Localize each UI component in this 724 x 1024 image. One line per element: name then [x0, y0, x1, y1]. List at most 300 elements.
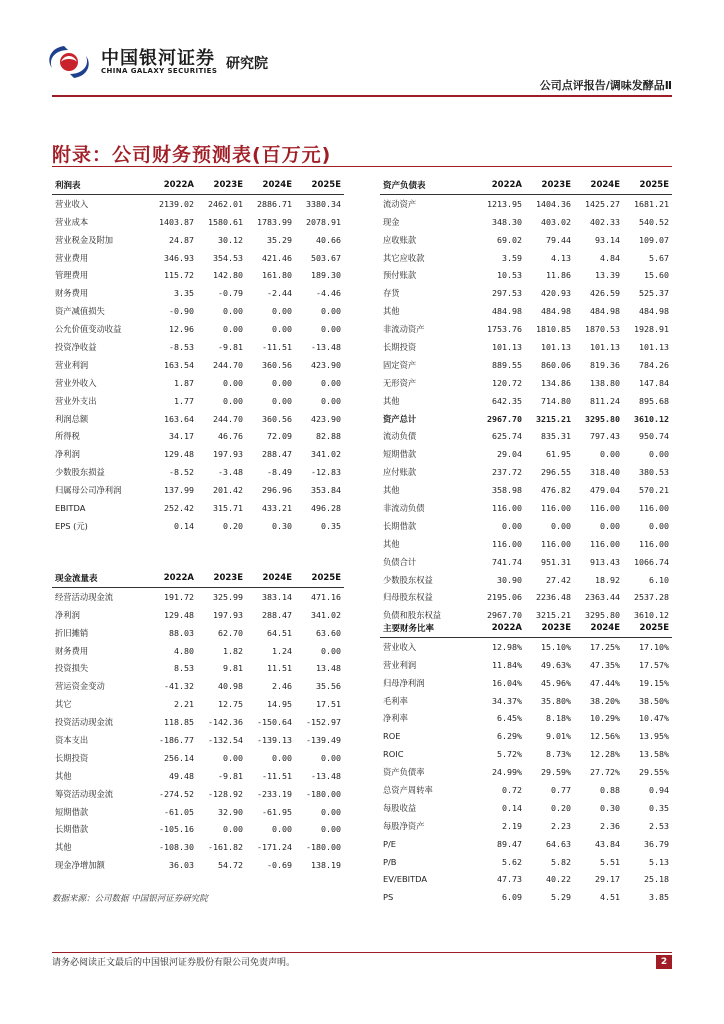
- cell-value: 423.90: [311, 359, 341, 370]
- cell-value: 0.14: [502, 802, 522, 813]
- row-label: 每股收益: [383, 802, 417, 813]
- cell-value: 89.47: [497, 838, 522, 849]
- table-row: [380, 284, 672, 302]
- cell-value: 3.59: [502, 252, 522, 263]
- page-number: 2: [656, 955, 672, 969]
- data-source-note: 数据来源：公司数据 中国银河证券研究院: [52, 894, 208, 904]
- cell-value: 12.96: [169, 324, 194, 335]
- table-row: [52, 606, 344, 624]
- table-row: [380, 249, 672, 267]
- cell-value: -8.53: [169, 341, 194, 352]
- table-row: [380, 213, 672, 231]
- table-row: [52, 410, 344, 428]
- cell-value: 288.47: [262, 609, 292, 620]
- table-row: [52, 392, 344, 410]
- cell-value: 0.94: [649, 784, 669, 795]
- table-title: 现金流量表: [52, 569, 148, 587]
- cell-value: 46.76: [218, 431, 243, 442]
- table-row: [380, 888, 672, 906]
- cell-value: 315.71: [213, 502, 243, 513]
- row-label: 无形资产: [383, 377, 417, 388]
- row-label: 归母股东权益: [383, 592, 433, 603]
- cell-value: 741.74: [492, 556, 522, 567]
- cell-value: 10.47%: [639, 713, 669, 724]
- cell-value: 1.82: [223, 645, 243, 656]
- cell-value: 5.82: [551, 856, 571, 867]
- row-label: 其他: [55, 842, 72, 853]
- table-header-row: [52, 569, 344, 587]
- table-row: [52, 445, 344, 463]
- cell-value: -9.81: [218, 770, 243, 781]
- cell-value: 476.82: [541, 485, 571, 496]
- cell-value: 11.51: [267, 663, 292, 674]
- cell-value: 197.93: [213, 449, 243, 460]
- cell-value: 116.00: [639, 538, 669, 549]
- table-row: [380, 481, 672, 499]
- cell-value: 353.84: [311, 485, 341, 496]
- cell-value: 36.03: [169, 860, 194, 871]
- cell-value: 101.13: [492, 341, 522, 352]
- cell-value: 1783.99: [257, 216, 292, 227]
- cell-value: 47.44%: [590, 677, 620, 688]
- cell-value: 0.00: [321, 645, 341, 656]
- cell-value: 101.13: [590, 341, 620, 352]
- table-row: [52, 624, 344, 642]
- cell-value: 1.24: [272, 645, 292, 656]
- table-row: [52, 767, 344, 785]
- cell-value: 4.80: [174, 645, 194, 656]
- cell-value: 19.15%: [639, 677, 669, 688]
- table-row: [380, 320, 672, 338]
- cell-value: 3380.34: [306, 198, 341, 209]
- income-statement-table: [52, 176, 344, 535]
- table-row: [52, 284, 344, 302]
- cell-value: -11.51: [262, 341, 292, 352]
- cell-value: 4.51: [600, 892, 620, 903]
- cell-value: 0.00: [649, 520, 669, 531]
- cell-value: -8.52: [169, 467, 194, 478]
- cell-value: 0.35: [321, 520, 341, 531]
- cell-value: 819.36: [590, 359, 620, 370]
- table-row: [52, 587, 344, 605]
- table-title: 资产负债表: [380, 176, 476, 194]
- cell-value: 244.70: [213, 359, 243, 370]
- row-label: 经营活动现金流: [55, 591, 114, 602]
- cell-value: 6.29%: [497, 731, 522, 742]
- cell-value: 525.37: [639, 288, 669, 299]
- table-header-row: [380, 619, 672, 637]
- row-label: 投资活动现金流: [55, 717, 114, 728]
- cell-value: 0.00: [272, 824, 292, 835]
- cell-value: 129.48: [164, 609, 194, 620]
- cell-value: 116.00: [541, 502, 571, 513]
- cell-value: 341.02: [311, 449, 341, 460]
- row-label: 应收账款: [383, 234, 417, 245]
- cell-value: 951.31: [541, 556, 571, 567]
- table-row: [380, 338, 672, 356]
- cell-value: 5.29: [551, 892, 571, 903]
- cell-value: 12.56%: [590, 731, 620, 742]
- column-header: 2023E: [525, 619, 574, 637]
- cell-value: 40.22: [546, 874, 571, 885]
- row-label: 净利率: [383, 713, 408, 724]
- cell-value: 2078.91: [306, 216, 341, 227]
- cell-value: 9.81: [223, 663, 243, 674]
- cell-value: 8.53: [174, 663, 194, 674]
- row-label: 预付账款: [383, 270, 417, 281]
- cell-value: 35.29: [267, 234, 292, 245]
- row-label: 管理费用: [55, 270, 89, 281]
- report-header: [0, 0, 724, 100]
- cell-value: 36.79: [644, 838, 669, 849]
- cell-value: -0.79: [218, 288, 243, 299]
- key-ratios-table: [380, 619, 672, 906]
- column-header: 2023E: [197, 569, 246, 587]
- row-label: 总资产周转率: [383, 784, 433, 795]
- cell-value: 13.39: [595, 270, 620, 281]
- cell-value: 3.35: [174, 288, 194, 299]
- cell-value: 189.30: [311, 270, 341, 281]
- cell-value: -8.49: [267, 467, 292, 478]
- table-row: [52, 427, 344, 445]
- row-label: P/E: [383, 838, 397, 849]
- cell-value: 25.18: [644, 874, 669, 885]
- row-label: 营业税金及附加: [55, 234, 114, 245]
- cell-value: 479.04: [590, 485, 620, 496]
- cell-value: 0.72: [502, 784, 522, 795]
- row-label: 流动负债: [383, 431, 417, 442]
- table-row: [52, 803, 344, 821]
- cell-value: -11.51: [262, 770, 292, 781]
- cell-value: 0.20: [223, 520, 243, 531]
- table-row: [52, 695, 344, 713]
- cell-value: 93.14: [595, 234, 620, 245]
- table-row: [52, 320, 344, 338]
- cell-value: 403.02: [541, 216, 571, 227]
- table-row: [52, 856, 344, 874]
- table-row: [380, 302, 672, 320]
- row-label: 筹资活动现金流: [55, 788, 114, 799]
- cell-value: 29.17: [595, 874, 620, 885]
- cell-value: 318.40: [590, 467, 620, 478]
- cell-value: 2.53: [649, 820, 669, 831]
- cell-value: 484.98: [492, 306, 522, 317]
- cell-value: 1810.85: [536, 324, 571, 335]
- table-row: [52, 356, 344, 374]
- cell-value: -142.36: [208, 717, 243, 728]
- cell-value: 252.42: [164, 502, 194, 513]
- cell-value: -233.19: [257, 788, 292, 799]
- row-label: 非流动资产: [383, 324, 425, 335]
- table-row: [52, 213, 344, 231]
- cell-value: 420.93: [541, 288, 571, 299]
- cell-value: 24.87: [169, 234, 194, 245]
- cell-value: 14.95: [267, 699, 292, 710]
- row-label: 长期投资: [383, 341, 417, 352]
- cell-value: 40.66: [316, 234, 341, 245]
- table-row: [380, 799, 672, 817]
- cell-value: 38.20%: [590, 695, 620, 706]
- row-label: 其他: [55, 770, 72, 781]
- cell-value: 0.00: [272, 306, 292, 317]
- table-row: [52, 463, 344, 481]
- cell-value: 34.37%: [492, 695, 522, 706]
- row-label: 毛利率: [383, 695, 408, 706]
- cell-value: 1928.91: [634, 324, 669, 335]
- table-row: [380, 571, 672, 589]
- cell-value: -41.32: [164, 681, 194, 692]
- brand-name-en: CHINA GALAXY SECURITIES: [101, 67, 218, 75]
- cell-value: 109.07: [639, 234, 669, 245]
- cell-value: 10.29%: [590, 713, 620, 724]
- cell-value: 17.57%: [639, 659, 669, 670]
- cell-value: 0.14: [174, 520, 194, 531]
- row-label: 资产减值损失: [55, 306, 105, 317]
- cell-value: 138.80: [590, 377, 620, 388]
- table-row: [380, 356, 672, 374]
- cell-value: 116.00: [590, 538, 620, 549]
- cell-value: -108.30: [159, 842, 194, 853]
- table-row: [380, 463, 672, 481]
- cell-value: 2.46: [272, 681, 292, 692]
- cell-value: 895.68: [639, 395, 669, 406]
- cell-value: 380.53: [639, 467, 669, 478]
- cell-value: 540.52: [639, 216, 669, 227]
- cell-value: 47.35%: [590, 659, 620, 670]
- row-label: 营业成本: [55, 216, 89, 227]
- cell-value: 0.00: [321, 395, 341, 406]
- cell-value: 484.98: [590, 306, 620, 317]
- cell-value: 797.43: [590, 431, 620, 442]
- row-label: 短期借款: [55, 806, 89, 817]
- cell-value: 101.13: [639, 341, 669, 352]
- table-row: [380, 674, 672, 692]
- cell-value: 0.00: [272, 377, 292, 388]
- cell-value: 0.00: [223, 752, 243, 763]
- cell-value: 2967.70: [487, 413, 522, 424]
- table-row: [380, 535, 672, 553]
- cell-value: 35.56: [316, 681, 341, 692]
- row-label: 长期借款: [55, 824, 89, 835]
- cell-value: 16.04%: [492, 677, 522, 688]
- table-header-row: [52, 176, 344, 194]
- cell-value: 348.30: [492, 216, 522, 227]
- row-label: 营业利润: [55, 359, 89, 370]
- cell-value: 18.92: [595, 574, 620, 585]
- cell-value: 811.24: [590, 395, 620, 406]
- cell-value: 1425.27: [585, 198, 620, 209]
- cell-value: 0.88: [600, 784, 620, 795]
- row-label: 其他: [383, 395, 400, 406]
- cell-value: 484.98: [541, 306, 571, 317]
- row-label: 现金净增加额: [55, 860, 105, 871]
- cell-value: 471.16: [311, 591, 341, 602]
- column-header: 2023E: [197, 176, 246, 194]
- cell-value: 34.17: [169, 431, 194, 442]
- cell-value: 2537.28: [634, 592, 669, 603]
- cell-value: 423.90: [311, 413, 341, 424]
- column-header: 2024E: [574, 176, 623, 194]
- table-row: [380, 637, 672, 655]
- row-label: 短期借款: [383, 449, 417, 460]
- table-row: [52, 231, 344, 249]
- column-header: 2024E: [574, 619, 623, 637]
- row-label: 其他: [383, 485, 400, 496]
- cell-value: 13.95%: [639, 731, 669, 742]
- cell-value: 0.00: [321, 806, 341, 817]
- cell-value: 496.28: [311, 502, 341, 513]
- cell-value: 0.00: [321, 324, 341, 335]
- row-label: 归属母公司净利润: [55, 485, 122, 496]
- cell-value: 0.00: [223, 377, 243, 388]
- column-header: 2022A: [148, 176, 197, 194]
- row-label: 财务费用: [55, 645, 89, 656]
- cell-value: 3295.80: [585, 610, 620, 621]
- cell-value: 913.43: [590, 556, 620, 567]
- cell-value: 1403.87: [159, 216, 194, 227]
- cell-value: -171.24: [257, 842, 292, 853]
- cell-value: -139.13: [257, 734, 292, 745]
- cell-value: 38.50%: [639, 695, 669, 706]
- table-row: [52, 481, 344, 499]
- cell-value: 54.72: [218, 860, 243, 871]
- cell-value: 63.60: [316, 627, 341, 638]
- cell-value: 0.00: [600, 520, 620, 531]
- cell-value: 116.00: [492, 538, 522, 549]
- table-row: [52, 249, 344, 267]
- brand-name-cn: 中国银河证券: [101, 48, 215, 69]
- cell-value: 1753.76: [487, 324, 522, 335]
- column-header: 2022A: [148, 569, 197, 587]
- table-row: [52, 838, 344, 856]
- cell-value: 79.44: [546, 234, 571, 245]
- cell-value: 714.80: [541, 395, 571, 406]
- cell-value: 197.93: [213, 609, 243, 620]
- table-header-row: [380, 176, 672, 194]
- table-row: [380, 374, 672, 392]
- cell-value: 354.53: [213, 252, 243, 263]
- cell-value: 256.14: [164, 752, 194, 763]
- table-row: [52, 642, 344, 660]
- cell-value: 2886.71: [257, 198, 292, 209]
- cell-value: 383.14: [262, 591, 292, 602]
- table-row: [52, 517, 344, 535]
- cell-value: -61.95: [262, 806, 292, 817]
- cell-value: 120.72: [492, 377, 522, 388]
- cell-value: 163.64: [164, 413, 194, 424]
- cell-value: 15.60: [644, 270, 669, 281]
- cell-value: 1681.21: [634, 198, 669, 209]
- cell-value: 24.99%: [492, 767, 522, 778]
- cell-value: 11.84%: [492, 659, 522, 670]
- cell-value: -2.44: [267, 288, 292, 299]
- cell-value: 5.62: [502, 856, 522, 867]
- cell-value: 0.00: [272, 324, 292, 335]
- cell-value: 0.00: [502, 520, 522, 531]
- cell-value: -4.46: [316, 288, 341, 299]
- cell-value: 88.03: [169, 627, 194, 638]
- cell-value: 49.63%: [541, 659, 571, 670]
- cell-value: 115.72: [164, 270, 194, 281]
- row-label: P/B: [383, 856, 397, 867]
- cell-value: -128.92: [208, 788, 243, 799]
- cell-value: 118.85: [164, 717, 194, 728]
- row-label: 负债和股东权益: [383, 610, 442, 621]
- cell-value: 64.51: [267, 627, 292, 638]
- cell-value: 835.31: [541, 431, 571, 442]
- cell-value: 30.90: [497, 574, 522, 585]
- table-row: [380, 709, 672, 727]
- cell-value: 12.75: [218, 699, 243, 710]
- cell-value: -152.97: [306, 717, 341, 728]
- row-label: 归母净利润: [383, 677, 425, 688]
- row-label: 投资净收益: [55, 341, 97, 352]
- row-label: ROIC: [383, 749, 404, 760]
- cell-value: 3295.80: [585, 413, 620, 424]
- cell-value: 116.00: [639, 502, 669, 513]
- row-label: 营业收入: [55, 198, 89, 209]
- row-label: 营业利润: [383, 659, 417, 670]
- cell-value: 0.00: [321, 306, 341, 317]
- column-header: 2023E: [525, 176, 574, 194]
- row-label: 净利润: [55, 449, 80, 460]
- cell-value: 2236.48: [536, 592, 571, 603]
- cell-value: 13.48: [316, 663, 341, 674]
- cell-value: 0.77: [551, 784, 571, 795]
- column-header: 2025E: [295, 569, 344, 587]
- cell-value: 1213.95: [487, 198, 522, 209]
- cell-value: -3.48: [218, 467, 243, 478]
- institute-name: 研究院: [226, 56, 268, 72]
- cell-value: 191.72: [164, 591, 194, 602]
- row-label: 流动资产: [383, 198, 417, 209]
- table-row: [380, 692, 672, 710]
- table-row: [380, 817, 672, 835]
- column-header: 2025E: [623, 619, 672, 637]
- cell-value: 129.48: [164, 449, 194, 460]
- cell-value: -274.52: [159, 788, 194, 799]
- cell-value: 1.87: [174, 377, 194, 388]
- table-row: [52, 749, 344, 767]
- cell-value: 2195.06: [487, 592, 522, 603]
- cell-value: -61.05: [164, 806, 194, 817]
- row-label: EPS (元): [55, 520, 88, 531]
- cell-value: 0.00: [223, 324, 243, 335]
- row-label: 营业外支出: [55, 395, 97, 406]
- cell-value: 29.04: [497, 449, 522, 460]
- cell-value: 0.20: [551, 802, 571, 813]
- cell-value: 61.95: [546, 449, 571, 460]
- column-header: 2022A: [476, 619, 525, 637]
- cell-value: -139.49: [306, 734, 341, 745]
- cell-value: 433.21: [262, 502, 292, 513]
- table-title: 利润表: [52, 176, 148, 194]
- row-label: 非流动负债: [383, 502, 425, 513]
- table-row: [380, 392, 672, 410]
- cell-value: -180.00: [306, 788, 341, 799]
- row-label: 利润总额: [55, 413, 89, 424]
- row-label: 固定资产: [383, 359, 417, 370]
- table-row: [52, 194, 344, 212]
- cell-value: 2139.02: [159, 198, 194, 209]
- cell-value: 64.63: [546, 838, 571, 849]
- table-row: [380, 499, 672, 517]
- cell-value: 358.98: [492, 485, 522, 496]
- cell-value: 3610.12: [634, 413, 669, 424]
- cell-value: 360.56: [262, 413, 292, 424]
- cell-value: 325.99: [213, 591, 243, 602]
- row-label: 少数股东权益: [383, 574, 433, 585]
